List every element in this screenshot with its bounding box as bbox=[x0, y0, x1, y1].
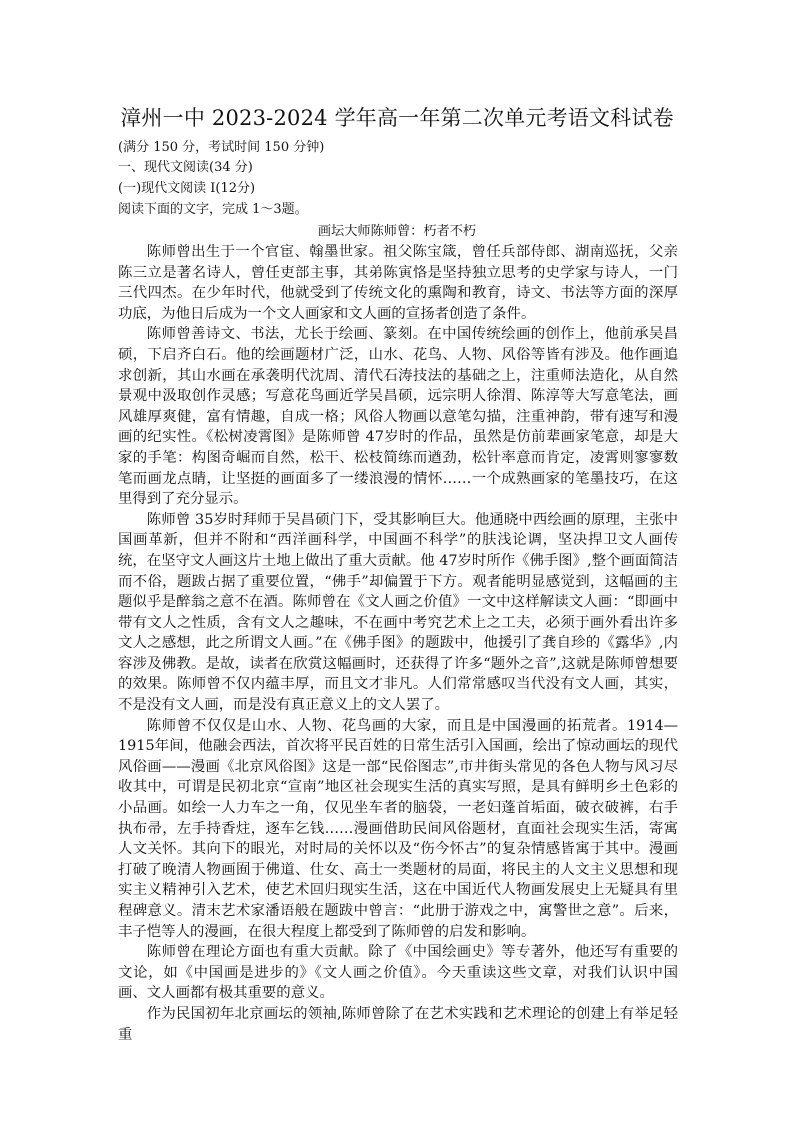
article-paragraph: 陈师曾出生于一个官宦、翰墨世家。祖父陈宝箴，曾任兵部侍郎、湖南巡抚，父亲陈三立是著名诗人，曾任吏部主事，其弟陈寅恪是坚持独立思考的史学家与诗人，一门三代四杰。在少年时代，他就受到了传统文化的熏陶和教育，诗文、书法等方面的深厚功底，为他日后成为一个文人画家和文人画的宣扬者创造了条件。 bbox=[118, 244, 678, 322]
article-paragraph: 陈师曾在理论方面也有重大贡献。除了《中国绘画史》等专著外，他还写有重要的文论，如《中国画是进步的》《文人画之价值》。今天重读这些文章，对我们认识中国画、文人画都有极其重要的意义。 bbox=[118, 944, 678, 1002]
score-info: (满分 150 分，考试时间 150 分钟) bbox=[118, 140, 325, 155]
article-paragraph: 陈师曾 35岁时拜师于吴昌硕门下，受其影响巨大。他通晓中西绘画的原理，主张中国画革新，但并不附和“西洋画科学，中国画不科学”的肤浅论调，坚决捍卫文人画传统，在坚守文人画这片土地上做出了重大贡献。他 47岁时所作《佛手图》,整个画面简洁而不俗，题跋占据了重要位置，“佛手”却偏置于下方。观者能明显感觉到，这幅画的主题似乎是醉翁之意不在酒。陈师曾在《文人画之价值》一文中这样解读文人画：“即画中带有文人之性质，含有文人之趣味，不在画中考究艺术上之工夫，必须于画外看出许多文人之感想，此之所谓文人画。”在《佛手图》的题跋中，他援引了龚自珍的《露华》,内容涉及佛教。是故，读者在欣赏这幅画时，还获得了许多“题外之音”,这就是陈师曾想要的效果。陈师曾不仅内蕴丰厚，而且文才非凡。人们常常感叹当代没有文人画，其实，不是没有文人画，而是没有真正意义上的文人罢了。 bbox=[118, 511, 678, 714]
article-body bbox=[118, 242, 678, 1045]
article-paragraph: 陈师曾善诗文、书法，尤长于绘画、篆刻。在中国传统绘画的创作上，他前承吴昌硕，下启齐白石。他的绘画题材广泛，山水、花鸟、人物、风俗等皆有涉及。他作画追求创新，其山水画在承袭明代沈周、清代石涛技法的基础之上，注重师法造化，从自然景观中汲取创作灵感；写意花鸟画近学吴昌硕，远宗明人徐渭、陈淳等大写意笔法，画风雄厚爽健，富有情趣，自成一格；风俗人物画以意笔勾描，注重神韵，带有速写和漫画的纪实性。《松树凌霄图》是陈师曾 47岁时的作品，虽然是仿前辈画家笔意，却是大家的手笔：构图奇崛而自然，松干、松枝简练而遒劲，松针率意而肯定，凌霄则寥寥数笔而画龙点睛，让坚挺的画面多了一缕浪漫的情怀……一个成熟画家的笔墨技巧，在这里得到了充分显示。 bbox=[118, 326, 678, 508]
reading-instructions: 阅读下面的文字，完成 1～3题。 bbox=[118, 202, 308, 217]
subsection-heading: (一)现代文阅读 I(12分) bbox=[118, 181, 256, 196]
exam-title: 漳州一中 2023-2024 学年高一年第二次单元考语文科试卷 bbox=[120, 106, 674, 130]
article-paragraph: 作为民国初年北京画坛的领袖,陈师曾除了在艺术实践和艺术理论的创建上有举足轻重 bbox=[118, 1005, 678, 1043]
section-heading: 一、现代文阅读(34 分) bbox=[118, 160, 253, 175]
article-paragraph: 陈师曾不仅仅是山水、人物、花鸟画的大家，而且是中国漫画的拓荒者。1914—1915年间，他融会西法，首次将平民百姓的日常生活引入国画，绘出了惊动画坛的现代风俗画——漫画《北京风俗图》这是一部“民俗图志”,市井街头常见的各色人物与风习尽收其中，可谓是民初北京“宣南”地区社会现实生活的真实写照，是具有鲜明乡土色彩的小品画。如绘一人力车之一角，仅见坐车者的脑袋，一老妇蓬首垢面，破衣破裤，右手执布帚，左手持香炷，逐车乞钱……漫画借助民间风俗题材，直面社会现实生活，寄寓人文关怀。其向下的眼光，对时局的关怀以及“伤今怀古”的复杂情感皆寓于其中。漫画打破了晚清人物画囿于佛道、仕女、高士一类题材的局面，将民主的人文主义思想和现实主义精神引入艺术，使艺术回归现实生活，这在中国近代人物画发展史上无疑具有里程碑意义。清末艺术家潘语般在题跋中曾言：“此册于游戏之中，寓警世之意”。后来，丰子恺等人的漫画，在很大程度上都受到了陈师曾的启发和影响。 bbox=[118, 717, 678, 940]
article-title: 画坛大师陈师曾：朽者不朽 bbox=[317, 224, 477, 239]
